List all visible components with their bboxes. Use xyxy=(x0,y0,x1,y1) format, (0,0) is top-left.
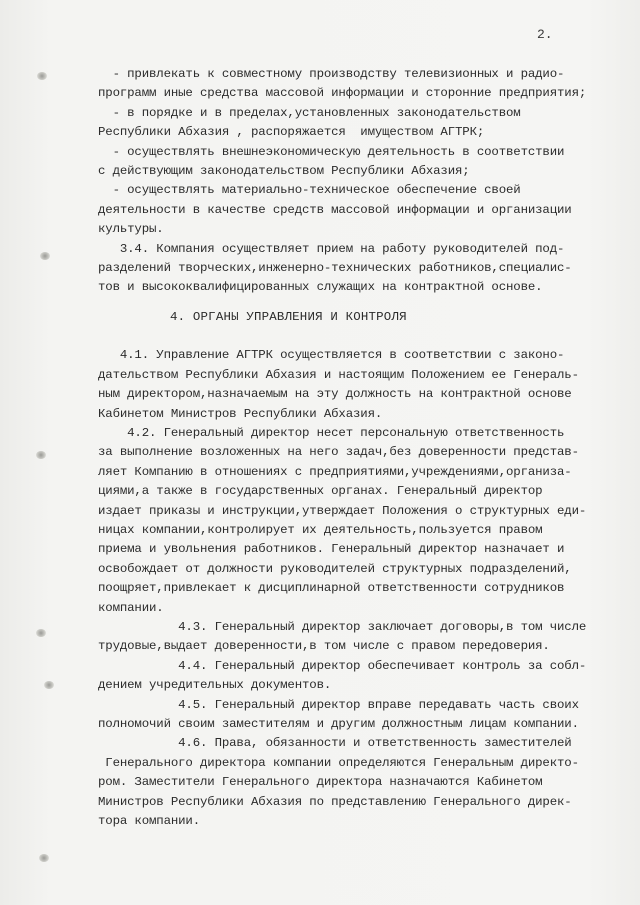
text-line: издает приказы и инструкции,утверждает Положения о структурных еди- xyxy=(98,503,587,518)
text-line: с действующим законодательством Республики Абхазия; xyxy=(98,164,470,179)
text-line: тора компании. xyxy=(98,814,200,829)
text-line: 4.1. Управление АГТРК осуществляется в соответствии с законо- xyxy=(98,348,565,363)
text-line: полномочий своим заместителям и другим должностным лицам компании. xyxy=(98,717,579,731)
text-line: поощряет,привлекает к дисциплинарной ответственности сотрудников xyxy=(98,581,565,596)
text-line: ляет Компанию в отношениях с предприятиями,учреждениями,организа- xyxy=(98,464,572,479)
text-line: деятельности в качестве средств массовой информации и организации xyxy=(98,202,572,217)
text-line: Министров Республики Абхазия по представлению Генерального дирек- xyxy=(98,794,572,809)
text-line: дательством Республики Абхазия и настоящим Положением ее Генераль- xyxy=(98,367,579,382)
binder-hole-mark xyxy=(44,681,54,689)
section-heading: 4. ОРГАНЫ УПРАВЛЕНИЯ И КОНТРОЛЯ xyxy=(170,309,407,324)
text-line: Генерального директора компании определяются Генеральным директо- xyxy=(98,755,579,770)
text-line: 4.4. Генеральный директор обеспечивает контроль за собл- xyxy=(98,658,587,673)
text-line: 3.4. Компания осуществляет прием на работу руководителей под- xyxy=(98,241,565,256)
text-line: дением учредительных документов. xyxy=(98,678,332,693)
document-body xyxy=(98,65,632,831)
text-line: - привлекать к совместному производству телевизионных и радио- xyxy=(98,67,565,81)
text-line: программ иные средства массовой информации и сторонние предприятия; xyxy=(98,86,587,101)
text-line: приема и увольнения работников. Генеральный директор назначает и xyxy=(98,542,565,557)
binder-hole-mark xyxy=(37,72,47,80)
text-line: Кабинетом Министров Республики Абхазия. xyxy=(98,406,383,421)
text-line: культуры. xyxy=(98,222,164,237)
text-line: - в порядке и в пределах,установленных законодательством xyxy=(98,105,521,120)
text-line: разделений творческих,инженерно-технических работников,специалис- xyxy=(98,261,572,276)
text-line: 4.2. Генеральный директор несет персональную ответственность xyxy=(98,425,565,440)
text-line: ром. Заместители Генерального директора назначаются Кабинетом xyxy=(98,775,543,790)
text-line: освобождает от должности руководителей структурных подразделений, xyxy=(98,561,572,576)
text-line: за выполнение возложенных на него задач,без доверенности представ- xyxy=(98,445,579,460)
page-number: 2. xyxy=(537,27,553,42)
text-line: - осуществлять внешнеэкономическую деятельность в соответствии xyxy=(98,144,565,159)
text-line: ным директором,назначаемым на эту должность на контрактной основе xyxy=(98,387,572,402)
text-line: 4.3. Генеральный директор заключает договоры,в том числе xyxy=(98,619,587,634)
text-line: Республики Абхазия , распоряжается имуществом АГТРК; xyxy=(98,125,485,140)
text-line: компании. xyxy=(98,600,164,615)
binder-hole-mark xyxy=(36,629,46,637)
text-line: - осуществлять материально-техническое обеспечение своей xyxy=(98,183,521,198)
text-line: циями,а также в государственных органах. Генеральный директор xyxy=(98,484,543,499)
binder-hole-mark xyxy=(39,854,49,862)
text-line: трудовые,выдает доверенности,в том числе с правом передоверия. xyxy=(98,639,550,654)
binder-hole-mark xyxy=(36,451,46,459)
binder-hole-mark xyxy=(40,252,50,260)
text-line: 4.5. Генеральный директор вправе передавать часть своих xyxy=(98,697,579,712)
text-line: ницах компании,контролирует их деятельность,пользуется правом xyxy=(98,522,543,537)
text-line: 4.6. Права, обязанности и ответственность заместителей xyxy=(98,736,572,751)
text-line: тов и высококвалифицированных служащих на контрактной основе. xyxy=(98,280,543,295)
